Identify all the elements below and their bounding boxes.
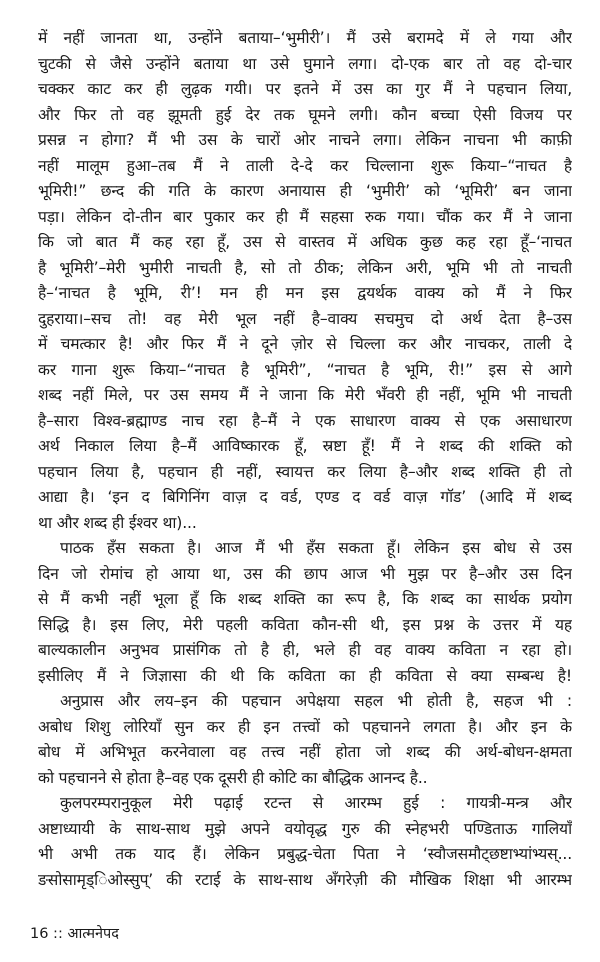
text-line: भूमिरी!” छन्द की गति के कारण अनायास ही ‘भुमीरी’ को ‘भूमिरी’ बन जाना: [38, 182, 572, 200]
text-line: शब्द नहीं मिले, पर उस समय मैं ने जाना कि मेरी भँवरी ही नहीं, भूमि भी नाचती: [38, 386, 572, 404]
text-line: इसीलिए मैं ने जिज्ञासा की थी कि कविता का ही कविता से क्या सम्बन्ध है!: [38, 666, 572, 685]
text-line: को पहचानने से होता है–वह एक दूसरी ही कोटि का बौद्धिक आनन्द है..: [38, 768, 428, 787]
text-line: दिन जो रोमांच हो आया था, उस की छाप आज भी मुझ पर है–और उस दिन: [38, 564, 572, 583]
text-line: है–‘नाचत है भूमि, री’! मन ही मन इस द्वयर्थक वाक्य को मैं ने फिर: [38, 284, 572, 302]
text-line: में चमत्कार है! और फिर मैं ने दूने ज़ोर से चिल्ला कर और नाचकर, ताली दे: [38, 335, 572, 353]
text-line: नहीं मालूम हुआ–तब मैं ने ताली दे-दे कर चिल्लाना शुरू किया–“नाचत है: [38, 156, 572, 175]
text-line: है भूमिरी’–मेरी भुमीरी नाचती है, सो तो ठीक; लेकिन अरी, भूमि भी तो नाचती: [38, 258, 572, 277]
text-line: कुलपरम्परानुकूल मेरी पढ़ाई रटन्त से आरम्भ हुई : गायत्री-मन्त्र और: [60, 794, 572, 812]
text-line: में नहीं जानता था, उन्होंने बताया–‘भुमीरी’। मैं उसे बरामदे में ले गया और: [38, 29, 572, 47]
text-line: पाठक हँस सकता है। आज मैं भी हँस सकता हूँ। लेकिन इस बोध से उस: [60, 539, 572, 557]
text-line: प्रसन्न न होगा? मैं भी उस के चारों ओर नाचने लगा। लेकिन नाचना भी काफ़ी: [38, 131, 572, 149]
text-line: सिद्धि है। इस लिए, मेरी पहली कविता कौन-सी थी, इस प्रश्न के उत्तर में यह: [38, 615, 572, 634]
text-line: ङसोसामृड्िओस्सुप्’ की रटाई के साथ-साथ अँगरेज़ी की मौखिक शिक्षा भी आरम्भ: [38, 870, 572, 889]
text-line: बोध में अभिभूत करनेवाला वह तत्त्व नहीं होता जो शब्द की अर्थ-बोधन-क्षमता: [38, 743, 572, 761]
text-line: था और शब्द ही ईश्वर था)...: [38, 513, 197, 532]
text-line: आद्या है। ‘इन द बिगिनिंग वाज़ द वर्ड, एण्ड द वर्ड वाज़ गॉड’ (आदि में शब्द: [38, 488, 572, 506]
text-line: है–सारा विश्व-ब्रह्माण्ड नाच रहा है–मैं ने एक साधारण वाक्य से एक असाधारण: [38, 411, 572, 430]
text-line: कि जो बात मैं कह रहा हूँ, उस से वास्तव में अधिक कुछ कह रहा हूँ–‘नाचत: [38, 233, 572, 251]
text-line: अष्टाध्यायी के साथ-साथ मुझे अपने वयोवृद्ध गुरु की स्नेहभरी पण्डिताऊ गालियाँ: [38, 819, 572, 838]
text-line: दुहराया।–सच तो! वह मेरी भूल नहीं है–वाक्य सचमुच दो अर्थ देता है–उस: [38, 309, 572, 328]
text-line: अर्थ निकाल लिया है–मैं आविष्कारक हूँ, स्रष्टा हूँ! मैं ने शब्द की शक्ति को: [38, 437, 572, 455]
body-text: [38, 26, 572, 893]
text-line: अबोध शिशु लोरियाँ सुन कर ही इन तत्त्वों को पहचानने लगता है। और इन के: [38, 717, 572, 736]
text-line: चक्कर काट कर ही लुढ़क गयी। पर इतने में उस का गुर मैं ने पहचान लिया,: [38, 80, 572, 98]
text-line: चुटकी से जैसे उन्होंने बताया था उसे घुमाने लगा। दो-एक बार तो वह दो-चार: [38, 54, 572, 73]
text-line: बाल्यकालीन अनुभव प्रासंगिक तो है ही, भले ही वह वाक्य कविता न रहा हो।: [38, 641, 572, 659]
page-footer: 16 :: आत्मनेपद: [30, 926, 119, 942]
text-line: भी अभी तक याद हैं। लेकिन प्रबुद्ध-चेता पिता ने ‘स्वौजसमौट्छष्टाभ्यांभ्यस्...: [38, 845, 572, 863]
text-line: पड़ा। लेकिन दो-तीन बार पुकार कर ही मैं सहसा रुक गया। चौंक कर मैं ने जाना: [38, 207, 572, 226]
text-line: पहचान लिया है, पहचान ही नहीं, स्वायत्त कर लिया है–और शब्द शक्ति ही तो: [38, 462, 572, 481]
text-line: से मैं कभी नहीं भूला हूँ कि शब्द शक्ति का रूप है, कि शब्द का सार्थक प्रयोग: [38, 590, 572, 608]
text-line: और फिर तो वह झूमती हुई देर तक घूमने लगी। कौन बच्चा ऐसी विजय पर: [38, 105, 572, 124]
text-line: कर गाना शुरू किया–“नाचत है भूमिरी”, “नाचत है भूमि, री!” इस से आगे: [38, 360, 572, 379]
text-line: अनुप्रास और लय–इन की पहचान अपेक्षया सहल भी होती है, सहज भी :: [60, 692, 572, 710]
